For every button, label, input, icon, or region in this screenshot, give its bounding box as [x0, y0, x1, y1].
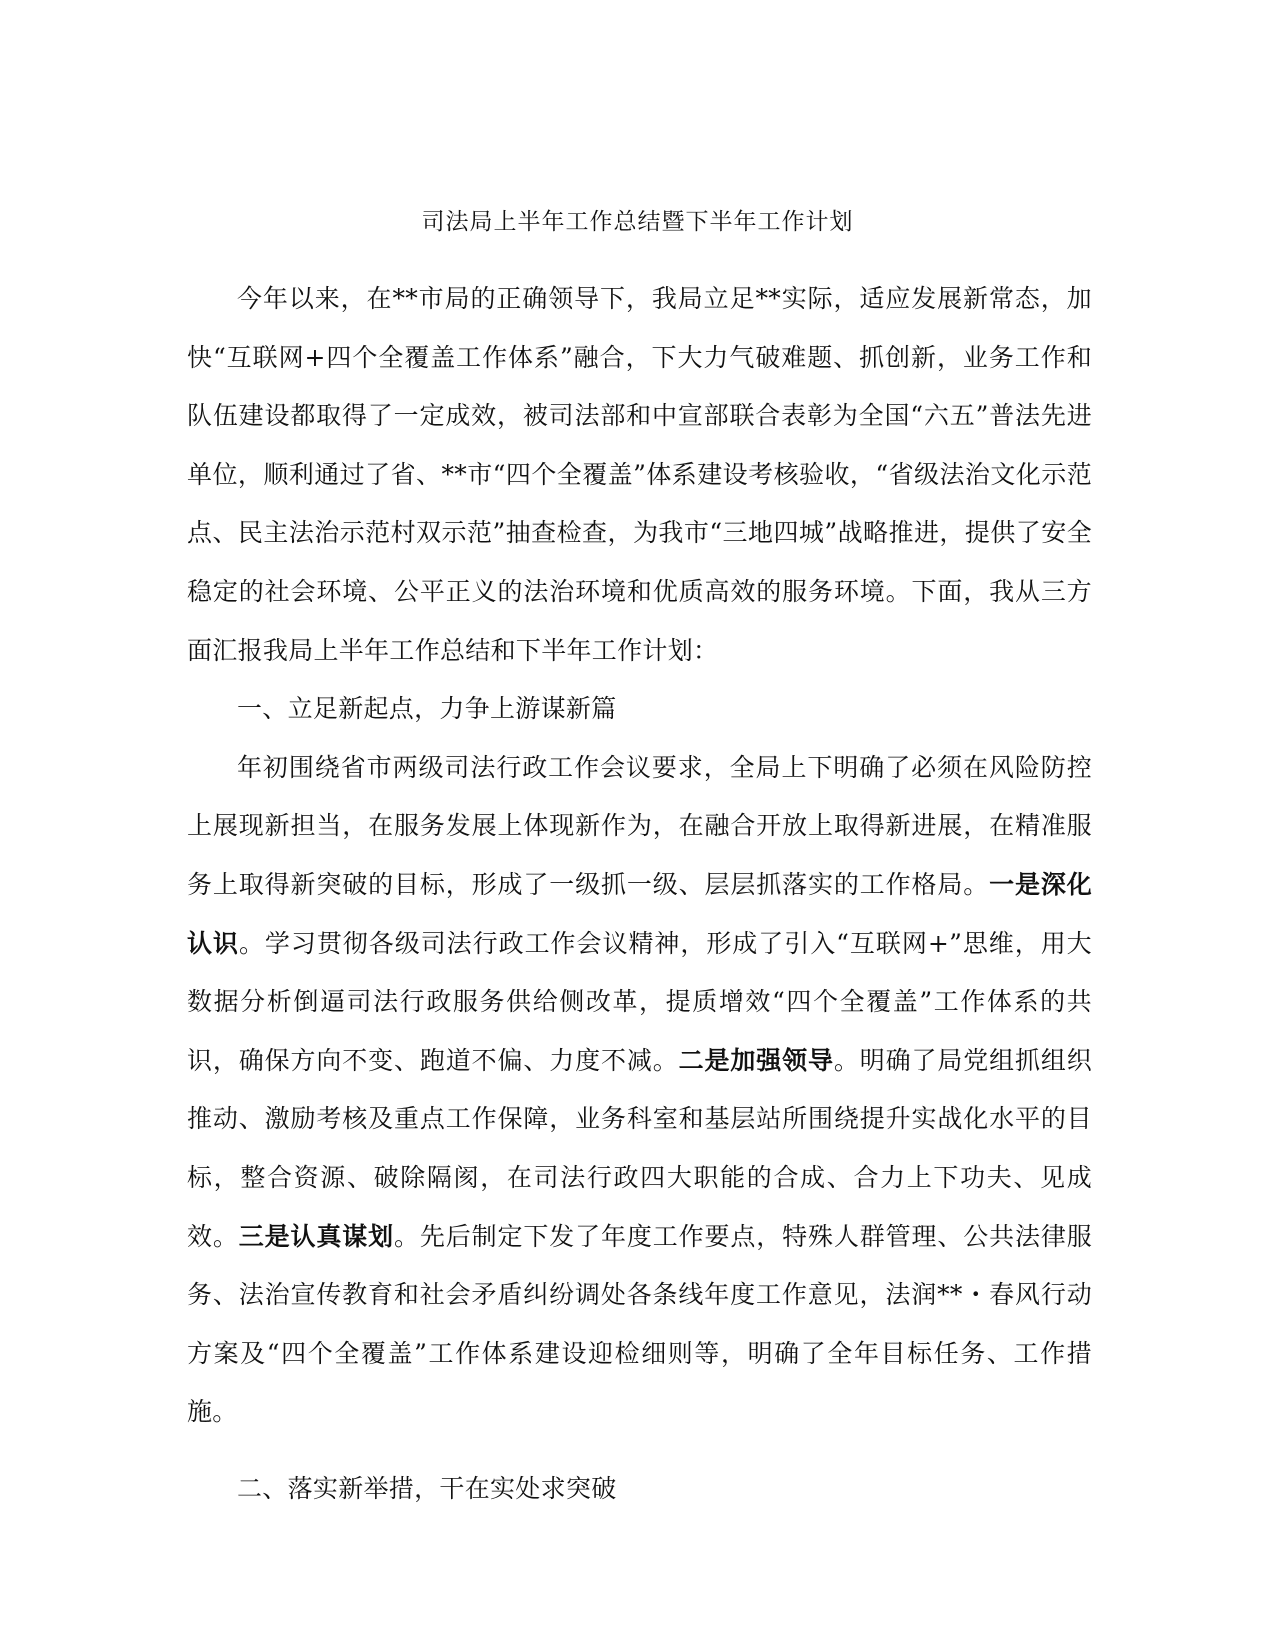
section-1-heading: 一、立足新起点，力争上游谋新篇 [237, 694, 617, 724]
section-1-bold-1: 一是深化认识 [187, 869, 1092, 958]
section-1-text-b: 。学习贯彻各级司法行政工作会议精神，形成了引入“互联网+”思维，用大数据分析倒逼司法行政服务供给侧改革，提质增效“四个全覆盖”工作体系的共识，确保方向不变、跑道不偏、力度不减。 [187, 928, 1092, 1075]
section-1-bold-3: 三是认真谋划 [238, 1221, 394, 1251]
intro-paragraph: 今年以来，在**市局的正确领导下，我局立足**实际，适应发展新常态，加快“互联网+四个全覆盖工作体系”融合，下大力气破难题、抓创新，业务工作和队伍建设都取得了一定成效，被司法部和中宣部联合表彰为全国“六五”普法先进单位，顺利通过了省、**市“四个全覆盖”体系建设考核验收，“省级法治文化示范点、民主法治示范村双示范”抽查检查，为我市“三地四城”战略推进，提供了安全稳定的社会环境、公平正义的法治环境和优质高效的服务环境。下面，我从三方面汇报我局上半年工作总结和下半年工作计划： [187, 284, 1092, 665]
document-body [187, 270, 1092, 1518]
paragraph-spacer [187, 1442, 1092, 1460]
section-1-text-c: 。明确了局党组抓组织推动、激励考核及重点工作保障，业务科室和基层站所围绕提升实战化水平的目标，整合资源、破除隔阂，在司法行政四大职能的合成、合力上下功夫、见成效。 [187, 1045, 1092, 1251]
section-1-text-a: 年初围绕省市两级司法行政工作会议要求，全局上下明确了必须在风险防控上展现新担当，在服务发展上体现新作为，在融合开放上取得新进展，在精准服务上取得新突破的目标，形成了一级抓一级、层层抓落实的工作格局。 [187, 752, 1092, 899]
section-2-heading: 二、落实新举措，干在实处求突破 [237, 1473, 617, 1503]
section-1-paragraph [187, 739, 1092, 1442]
section-1-text-d: 。先后制定下发了年度工作要点，特殊人群管理、公共法律服务、法治宣传教育和社会矛盾纠纷调处各条线年度工作意见，法润**・春风行动方案及“四个全覆盖”工作体系建设迎检细则等，明确了全年目标任务、工作措施。 [187, 1221, 1092, 1427]
document-title: 司法局上半年工作总结暨下半年工作计划 [421, 209, 854, 235]
section-1-bold-2: 二是加强领导 [678, 1045, 834, 1075]
